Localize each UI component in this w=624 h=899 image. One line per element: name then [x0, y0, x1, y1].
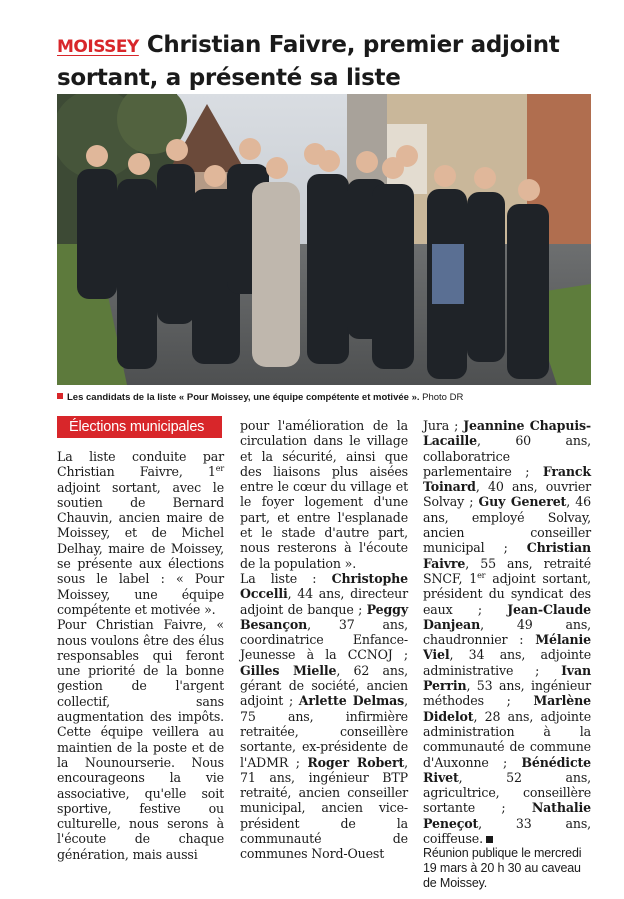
- group-photo-illustration: [57, 94, 591, 385]
- caption-marker-icon: [57, 393, 63, 399]
- section-label: Élections municipales: [57, 416, 222, 438]
- article-column-1: [57, 449, 224, 862]
- kicker-moissey: MOISSEY: [57, 37, 139, 57]
- article-column-3: [423, 418, 591, 891]
- caption-text: Les candidats de la liste « Pour Moissey, une équipe compétente et motivée ».: [67, 392, 420, 403]
- paragraph-quote: pour l'amélioration de la circulation dans le village et la sécurité, ainsi que des liaisons plus aisées entre le cœur du village et le foyer logement d'une part, et entre l'esplanade et le stade d'autre part, nous resterons à l'écoute de la population ».: [240, 418, 408, 571]
- headline: [57, 30, 597, 94]
- paragraph-quote: Pour Christian Faivre, « nous voulons être des élus responsables qui feront une priorité de la bonne gestion de l'argent collectif, sans augmentation des impôts. Cette équipe veillera au maintien de la poste et de la Nounourserie. Nous encourageons la vie associative, qu'elle soit sportive, festive ou culturelle, nous serons à l'écoute de chaque génération, mais aussi: [57, 617, 224, 862]
- photo-caption: [57, 392, 597, 403]
- paragraph-candidates: La liste : Christophe Occelli, 44 ans, directeur adjoint de banque ; Peggy Besançon, 37 ans, coordinatrice Enfance-Jeunesse à la CCNOJ ; Gilles Mielle, 62 ans, gérant de société, ancien adjoint ; Arlette Delmas, 75 ans, infirmière retraitée, conseillère sortante, ex-présidente de l'ADMR ; Roger Robert, 71 ans, ingénieur BTP retraité, ancien conseiller municipal, ancien vice-président de la communauté de communes Nord-Ouest: [240, 570, 408, 862]
- article-column-2: [240, 418, 408, 862]
- group-photo: [57, 94, 591, 385]
- paragraph-intro: La liste conduite par Christian Faivre, 1er adjoint sortant, avec le soutien de Bernard Chauvin, ancien maire de Moissey, et de Michel Delhay, maire de Moissey, se présente aux élections sous le label : « Pour Moissey, une équipe compétente et motivée ».: [57, 449, 224, 617]
- photo-credit: Photo DR: [422, 392, 464, 403]
- paragraph-candidates: Jura ; Jeannine Chapuis-Lacaille, 60 ans, collaboratrice parlementaire ; Franck Toinard, 40 ans, ouvrier Solvay ; Guy Generet, 46 ans, employé Solvay, ancien conseiller municipal ; Christian Faivre, 55 ans, retraité SNCF, 1er adjoint sortant, président du syndicat des eaux ; Jean-Claude Danjean, 49 ans, chaudronnier : Mélanie Viel, 34 ans, adjointe administrative ; Ivan Perrin, 53 ans, ingénieur méthodes ; Marlène Didelot, 28 ans, adjointe administration à la communauté de commune d'Auxonne ; Bénédicte Rivet, 52 ans, agricultrice, conseillère sortante ; Nathalie Peneçot, 33 ans, coiffeuse.: [423, 418, 591, 847]
- meeting-info: Réunion publique le mercredi 19 mars à 20 h 30 au caveau de Moissey.: [423, 846, 582, 891]
- end-mark-icon: [486, 836, 493, 843]
- headline-text: Christian Faivre, premier adjoint sortant, a présenté sa liste: [57, 32, 560, 91]
